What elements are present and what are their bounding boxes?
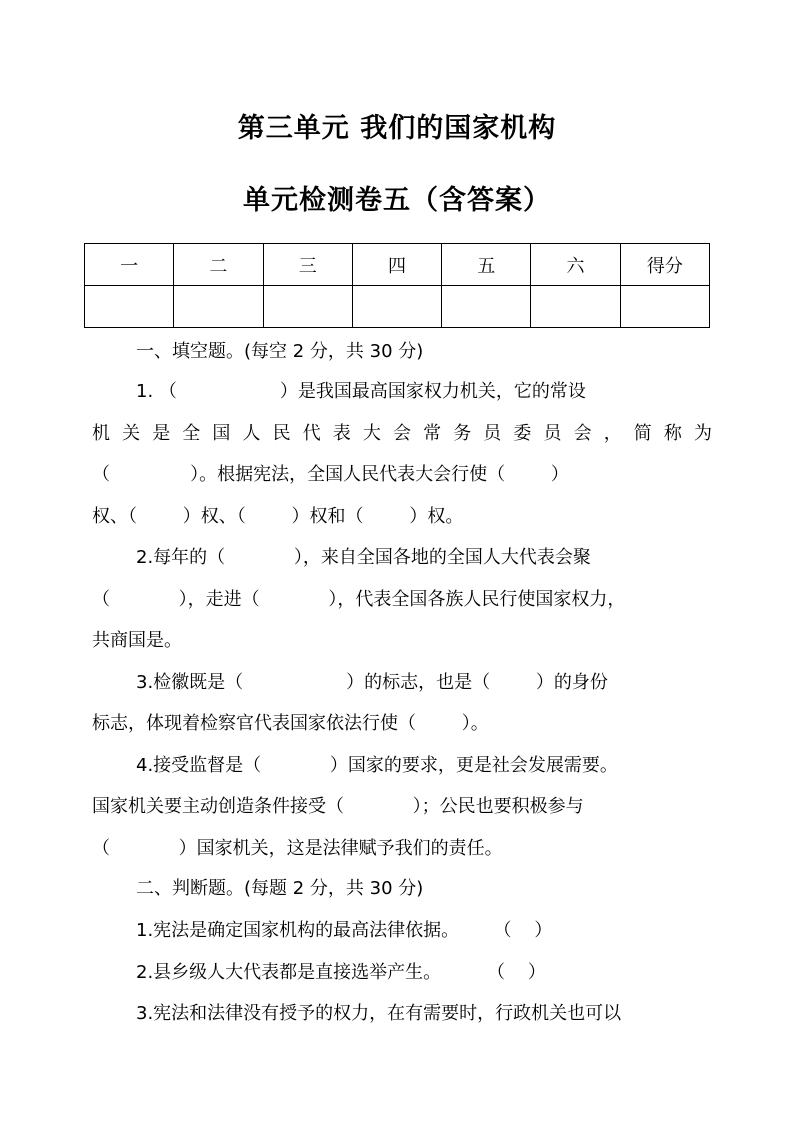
- question-line: 3.检徽既是（ ）的标志，也是（ ）的身份: [136, 672, 608, 693]
- score-value-cell: [352, 286, 441, 328]
- question-line: 3.宪法和法律没有授予的权力，在有需要时，行政机关也可以: [136, 1003, 622, 1024]
- document-subtitle: 单元检测卷五（含答案）: [243, 185, 551, 216]
- score-value-cell: [174, 286, 263, 328]
- score-header-cell: 三: [263, 244, 352, 286]
- score-header-cell: 二: [174, 244, 263, 286]
- question-line: （ ）国家机关，这是法律赋予我们的责任。: [92, 838, 503, 859]
- score-value-cell: [442, 286, 531, 328]
- section-heading-true-false: 二、判断题。(每题 2 分，共 30 分): [136, 878, 424, 899]
- score-table-header-row: [85, 244, 710, 286]
- question-line: 1. （ ）是我国最高国家权力机关，它的常设: [136, 381, 586, 402]
- score-header-cell: 一: [85, 244, 174, 286]
- question-line: 权、（ ）权、（ ）权和（ ）权。: [92, 506, 464, 527]
- question-line: （ ），走进（ ），代表全国各族人民行使国家权力，: [92, 589, 626, 610]
- document-title: 第三单元 我们的国家机构: [237, 113, 557, 144]
- question-line: 标志，体现着检察官代表国家依法行使（ ）。: [92, 713, 489, 734]
- score-value-cell: [85, 286, 174, 328]
- score-header-cell: 四: [352, 244, 441, 286]
- score-header-cell: 得分: [620, 244, 709, 286]
- question-line: 2.县乡级人大代表都是直接选举产生。 （ ）: [136, 962, 546, 983]
- question-line: 1.宪法是确定国家机构的最高法律依据。 （ ）: [136, 920, 553, 941]
- section-heading-fill-blank: 一、填空题。(每空 2 分，共 30 分): [136, 341, 424, 362]
- score-header-cell: 六: [531, 244, 620, 286]
- score-table: [84, 243, 710, 328]
- score-value-cell: [531, 286, 620, 328]
- score-header-cell: 五: [442, 244, 531, 286]
- question-line: 2.每年的（ ），来自全国各地的全国人大代表会聚: [136, 547, 591, 568]
- question-line: （ ）。根据宪法，全国人民代表大会行使（ ）: [92, 464, 569, 485]
- question-line: 4.接受监督是（ ）国家的要求，更是社会发展需要。: [136, 755, 618, 776]
- question-line: 机关是全国人民代表大会常务员委员会，简称为: [92, 423, 712, 444]
- score-value-cell: [620, 286, 709, 328]
- score-value-cell: [263, 286, 352, 328]
- question-line: 国家机关要主动创造条件接受（ ）；公民也要积极参与: [92, 796, 584, 817]
- question-line: 共商国是。: [92, 630, 182, 651]
- score-table-value-row: [85, 286, 710, 328]
